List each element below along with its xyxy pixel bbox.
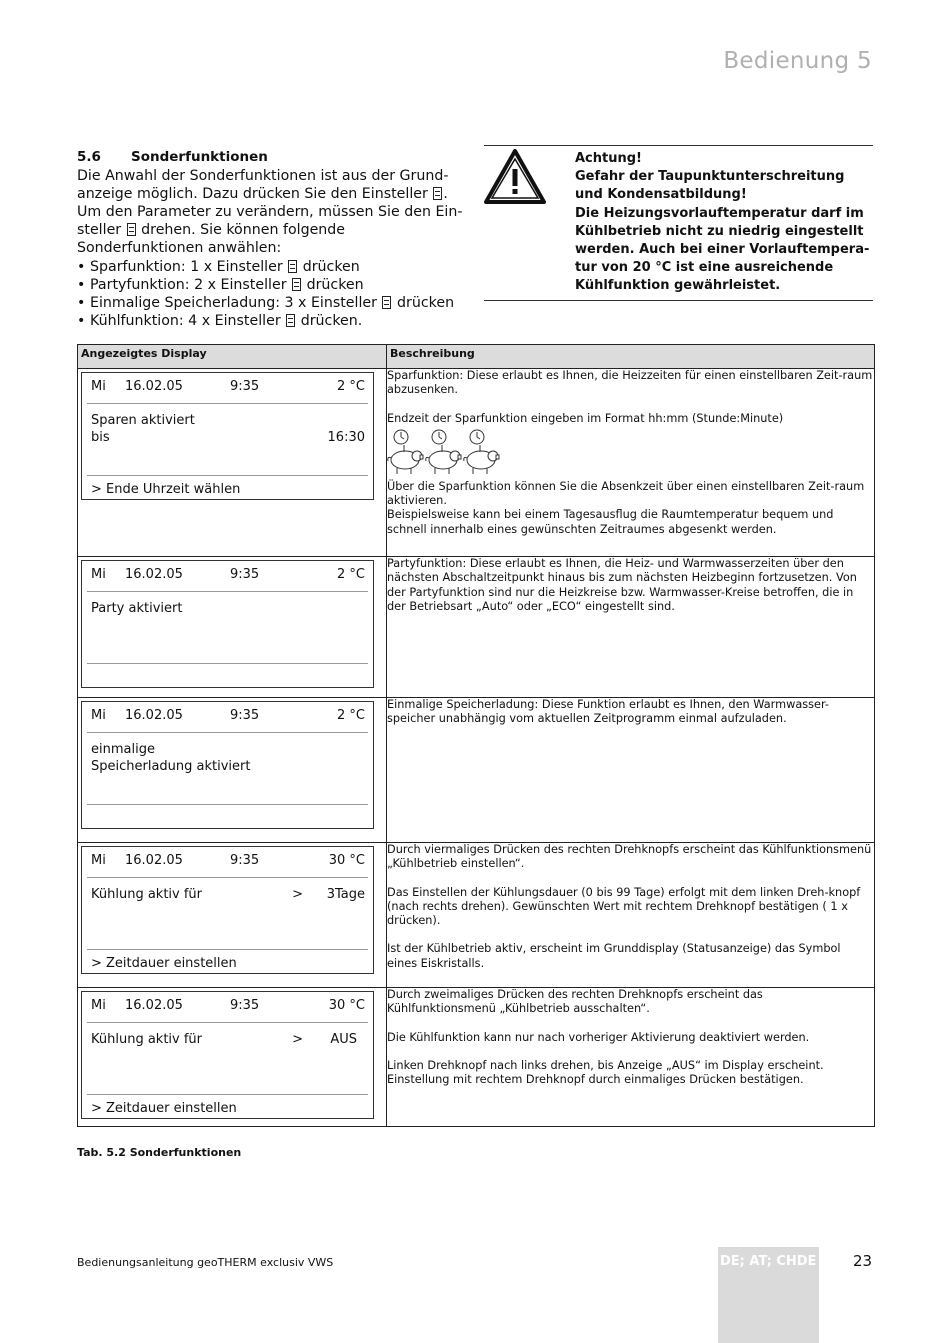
lcd-divider	[87, 732, 368, 733]
description-cell: Sparfunktion: Diese erlaubt es Ihnen, die Heizzeiten für einen einstellbaren Zeit-raum abzusenken. Endzeit der Sparfunktion eingeben im Format hh:mm (Stunde:Minute) Über die Sparfunktion können Sie die Absenkzeit über einen einstellbaren Zeit-raum aktivieren. Beispielsweise kann bei einem Tagesausflug die Raumtemperatur bequem und schnell innerhalb eines gewünschten Zeitraumes abgesenkt werden.	[387, 369, 875, 557]
dial-button-icon	[288, 260, 297, 273]
table-caption: Tab. 5.2 Sonderfunktionen	[77, 1146, 242, 1159]
lcd-line: Speicherladung aktiviert	[91, 759, 251, 774]
lcd-divider	[87, 591, 368, 592]
description-cell: Durch viermaliges Drücken des rechten Drehknopfs erscheint das Kühlfunktionsmenü „Kühlbetrieb einstellen“. Das Einstellen der Kühlungsdauer (0 bis 99 Tage) erfolgt mit dem linken Dreh-knopf (nach rechts drehen). Gewünschten Wert mit rechtem Drehknopf bestätigen ( 1 x drücken). Ist der Kühlbetrieb aktiv, erscheint im Grunddisplay (Statusanzeige) das Symbol eines Eiskristalls.	[387, 843, 875, 988]
lcd-status-line: Mi 16.02.05 9:35 2 °C	[91, 379, 365, 394]
intro-text-1: Die Anwahl der Sonderfunktionen ist aus der Grund-anzeige möglich. Dazu drücken Sie den Einsteller	[77, 168, 449, 202]
dial-button-icon	[382, 296, 391, 309]
display-cell	[78, 843, 387, 988]
table-header-row	[78, 345, 875, 369]
lcd-divider	[87, 1022, 368, 1023]
intro-text-1-end: .	[443, 186, 448, 202]
lcd-display	[81, 372, 374, 500]
function-list	[77, 258, 472, 330]
table-row	[78, 698, 875, 843]
special-functions-table	[77, 344, 875, 1127]
lcd-divider	[87, 475, 368, 476]
display-cell	[78, 557, 387, 698]
lcd-status-line: Mi 16.02.05 9:35 2 °C	[91, 708, 365, 723]
display-cell	[78, 988, 387, 1127]
section-sonderfunktionen	[77, 148, 472, 330]
table-row	[78, 843, 875, 988]
lcd-status-line: Mi 16.02.05 9:35 30 °C	[91, 853, 365, 868]
dial-button-icon	[286, 314, 295, 327]
section-intro	[77, 167, 472, 257]
list-item: • Kühlfunktion: 4 x Einsteller drücken.	[77, 312, 472, 330]
lcd-menu-line: > Ende Uhrzeit wählen	[91, 482, 241, 497]
section-number: 5.6	[77, 149, 101, 165]
lcd-line: einmalige	[91, 742, 155, 757]
lcd-display	[81, 701, 374, 829]
warning-line-1: Gefahr der Taupunktunterschreitung und Kondensatbildung!	[575, 169, 845, 203]
piggy-bank-icon	[387, 428, 502, 478]
lcd-status-line: Mi 16.02.05 9:35 30 °C	[91, 998, 365, 1013]
lcd-menu-line: > Zeitdauer einstellen	[91, 956, 237, 971]
section-heading	[77, 148, 472, 166]
lcd-divider	[87, 1094, 368, 1095]
piggy-bank-icons	[387, 428, 874, 478]
intro-text-2-end: drehen. Sie können folgende Sonderfunktionen anwählen:	[77, 222, 346, 256]
lcd-divider	[87, 403, 368, 404]
lcd-display	[81, 991, 374, 1119]
list-item: • Sparfunktion: 1 x Einsteller drücken	[77, 258, 472, 276]
lcd-line: Party aktiviert	[91, 601, 183, 616]
lcd-divider	[87, 949, 368, 950]
page-number: 23	[853, 1252, 873, 1270]
lcd-line: Kühlung aktiv für > AUS	[91, 1032, 357, 1047]
list-item: • Partyfunktion: 2 x Einsteller drücken	[77, 276, 472, 294]
display-cell	[78, 369, 387, 557]
lcd-divider	[87, 877, 368, 878]
lcd-status-line: Mi 16.02.05 9:35 2 °C	[91, 567, 365, 582]
lcd-display	[81, 846, 374, 974]
warning-text	[575, 150, 875, 296]
intro-text-2: Um den Parameter zu verändern, müssen Sie den Ein-steller	[77, 204, 463, 238]
lcd-display	[81, 560, 374, 688]
lcd-line: Kühlung aktiv für > 3Tage	[91, 887, 365, 902]
description-cell: Einmalige Speicherladung: Diese Funktion erlaubt es Ihnen, den Warmwasser-speicher unabhängig vom aktuellen Zeitprogramm einmal aufzuladen.	[387, 698, 875, 843]
description-cell: Durch zweimaliges Drücken des rechten Drehknopfs erscheint das Kühlfunktionsmenü „Kühlbetrieb ausschalten“. Die Kühlfunktion kann nur nach vorheriger Aktivierung deaktiviert werden. Linken Drehknopf nach links drehen, bis Anzeige „AUS“ im Display erscheint. Einstellung mit rechtem Drehknopf durch einmaliges Drücken bestätigen.	[387, 988, 875, 1127]
lcd-menu-line: > Zeitdauer einstellen	[91, 1101, 237, 1116]
display-cell	[78, 698, 387, 843]
warning-line-2: Die Heizungsvorlauftemperatur darf im Kühlbetrieb nicht zu niedrig eingestellt werden. Auch bei einer Vorlauftempera-tur von 20 °C ist eine ausreichende Kühlfunktion gewährleistet.	[575, 205, 870, 294]
lcd-divider	[87, 663, 368, 664]
dial-button-icon	[433, 187, 442, 200]
page-header-title: Bedienung 5	[723, 48, 872, 74]
table-row	[78, 369, 875, 557]
warning-title: Achtung!	[575, 151, 642, 166]
description-cell: Partyfunktion: Diese erlaubt es Ihnen, die Heiz- und Warmwasserzeiten über den nächsten Abschaltzeitpunkt hinaus bis zum nächsten Heizbeginn fortzusetzen. Von der Partyfunktion sind nur die Heizkreise bzw. Warmwasser-Kreise betroffen, die in der Betriebsart „Auto“ oder „ECO“ eingestellt sind.	[387, 557, 875, 698]
warning-box	[484, 145, 873, 301]
section-title: Sonderfunktionen	[131, 149, 268, 165]
language-tab	[718, 1247, 819, 1343]
table-row	[78, 988, 875, 1127]
list-item: • Einmalige Speicherladung: 3 x Einsteller drücken	[77, 294, 472, 312]
lcd-line: Sparen aktiviert	[91, 413, 195, 428]
dial-button-icon	[127, 223, 136, 236]
column-header-display: Angezeigtes Display	[78, 345, 387, 369]
lcd-divider	[87, 804, 368, 805]
footer-document-title: Bedienungsanleitung geoTHERM exclusiv VWS	[77, 1256, 334, 1269]
dial-button-icon	[292, 278, 301, 291]
warning-triangle-icon	[484, 149, 546, 205]
column-header-description: Beschreibung	[387, 345, 875, 369]
language-codes: DE; AT; CHDE	[720, 1254, 817, 1269]
lcd-line: bis 16:30	[91, 430, 365, 445]
table-row	[78, 557, 875, 698]
